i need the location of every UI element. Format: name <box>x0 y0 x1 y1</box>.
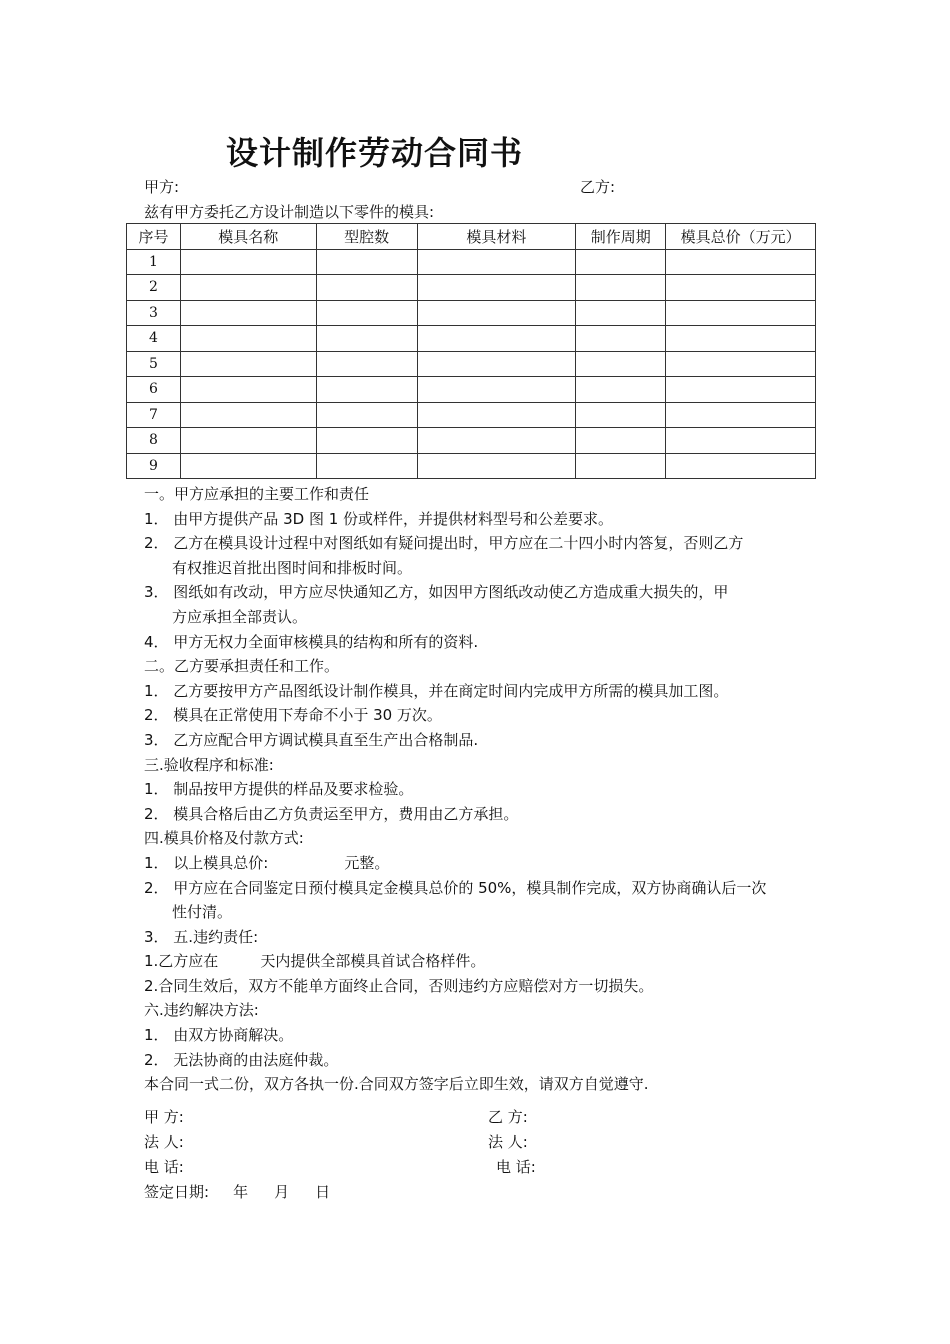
section-3-item-1: 1． 制品按甲方提供的样品及要求检验。 <box>144 780 414 799</box>
cell-total-price <box>666 402 816 428</box>
cell-mold-material <box>417 428 576 454</box>
section-4-title: 四.模具价格及付款方式: <box>144 829 304 848</box>
phone-b: 电 话: <box>496 1158 536 1176</box>
table-row <box>127 275 816 301</box>
cell-mold-material <box>417 249 576 275</box>
party-a-label: 甲方: <box>144 178 180 196</box>
cell-mold-material <box>417 402 576 428</box>
header-mold-name: 模具名称 <box>180 224 316 250</box>
row-index: 9 <box>127 453 181 479</box>
cell-cavity-count <box>316 275 417 301</box>
section-6-item-1: 1． 由双方协商解决。 <box>144 1026 294 1045</box>
cell-total-price <box>666 326 816 352</box>
section-3-title: 三.验收程序和标准: <box>144 755 274 774</box>
cell-production-period <box>576 428 666 454</box>
cell-production-period <box>576 275 666 301</box>
deadline-label: 1.乙方应在 <box>144 952 219 971</box>
row-index: 7 <box>127 402 181 428</box>
section-5-title: 3． 五.违约责任: <box>144 927 259 946</box>
cell-mold-name <box>180 326 316 352</box>
header-mold-material: 模具材料 <box>417 224 576 250</box>
date-month: 月 <box>274 1183 290 1201</box>
contract-body <box>144 482 824 1097</box>
section-2-item-1: 1． 乙方要按甲方产品图纸设计制作模具，并在商定时间内完成甲方所需的模具加工图。 <box>144 681 729 700</box>
row-index: 4 <box>127 326 181 352</box>
legal-rep-a: 法 人: <box>144 1133 184 1151</box>
mold-table <box>126 223 816 479</box>
header-production-period: 制作周期 <box>576 224 666 250</box>
row-index: 6 <box>127 377 181 403</box>
section-1-item-3: 3． 图纸如有改动，甲方应尽快通知乙方，如因甲方图纸改动使乙方造成重大损失的，甲 <box>144 583 729 602</box>
total-price-label: 1． 以上模具总价: <box>144 853 269 872</box>
row-index: 8 <box>127 428 181 454</box>
cell-cavity-count <box>316 402 417 428</box>
row-index: 1 <box>127 249 181 275</box>
section-4-item-1 <box>144 851 824 876</box>
section-2-title: 二。乙方要承担责任和工作。 <box>144 657 340 676</box>
date-day: 日 <box>315 1183 331 1201</box>
cell-cavity-count <box>316 326 417 352</box>
cell-mold-material <box>417 453 576 479</box>
cell-total-price <box>666 377 816 403</box>
cell-production-period <box>576 249 666 275</box>
phone-a: 电 话: <box>144 1158 184 1176</box>
cell-cavity-count <box>316 428 417 454</box>
section-5-item-2: 2.合同生效后，双方不能单方面终止合同，否则违约方应赔偿对方一切损失。 <box>144 976 654 995</box>
document-title: 设计制作劳动合同书 <box>226 134 524 172</box>
cell-production-period <box>576 453 666 479</box>
cell-mold-name <box>180 402 316 428</box>
legal-rep-b: 法 人: <box>488 1133 528 1151</box>
table-row <box>127 351 816 377</box>
section-4-item-2-continued: 性付清。 <box>172 903 233 922</box>
cell-mold-material <box>417 351 576 377</box>
row-index: 5 <box>127 351 181 377</box>
section-1-item-2: 2． 乙方在模具设计过程中对图纸如有疑问提出时，甲方应在二十四小时内答复，否则乙方 <box>144 534 744 553</box>
cell-mold-name <box>180 249 316 275</box>
date-year: 年 <box>233 1183 249 1201</box>
section-6-title: 六.违约解决方法: <box>144 1001 259 1020</box>
signature-party-a: 甲 方: <box>144 1108 184 1126</box>
intro-text: 兹有甲方委托乙方设计制造以下零件的模具: <box>144 203 435 221</box>
closing-statement: 本合同一式二份，双方各执一份.合同双方签字后立即生效，请双方自觉遵守. <box>144 1075 649 1094</box>
cell-cavity-count <box>316 377 417 403</box>
table-header-row <box>127 224 816 250</box>
section-1-item-4: 4． 甲方无权力全面审核模具的结构和所有的资料. <box>144 632 479 651</box>
section-6-item-2: 2． 无法协商的由法庭仲裁。 <box>144 1050 339 1069</box>
cell-total-price <box>666 249 816 275</box>
table-row <box>127 300 816 326</box>
party-b-label: 乙方: <box>580 178 616 196</box>
header-index: 序号 <box>127 224 181 250</box>
section-1-item-2-continued: 有权推迟首批出图时间和排板时间。 <box>172 558 413 577</box>
cell-cavity-count <box>316 351 417 377</box>
header-total-price: 模具总价（万元） <box>666 224 816 250</box>
section-5-item-1 <box>144 949 824 974</box>
cell-total-price <box>666 300 816 326</box>
cell-production-period <box>576 326 666 352</box>
section-2-item-3: 3． 乙方应配合甲方调试模具直至生产出合格制品. <box>144 730 479 749</box>
row-index: 3 <box>127 300 181 326</box>
section-1-item-1: 1． 由甲方提供产品 3D 图 1 份或样件，并提供材料型号和公差要求。 <box>144 509 614 528</box>
cell-total-price <box>666 453 816 479</box>
cell-mold-material <box>417 326 576 352</box>
cell-mold-material <box>417 377 576 403</box>
row-index: 2 <box>127 275 181 301</box>
header-cavity-count: 型腔数 <box>316 224 417 250</box>
cell-mold-name <box>180 453 316 479</box>
total-price-suffix: 元整。 <box>344 853 390 872</box>
signing-date <box>144 1181 330 1202</box>
table-row <box>127 377 816 403</box>
cell-cavity-count <box>316 453 417 479</box>
cell-production-period <box>576 300 666 326</box>
cell-mold-material <box>417 275 576 301</box>
section-1-item-3-continued: 方应承担全部责认。 <box>172 607 308 626</box>
signing-date-label: 签定日期: <box>144 1183 210 1201</box>
cell-mold-name <box>180 300 316 326</box>
cell-mold-material <box>417 300 576 326</box>
cell-production-period <box>576 402 666 428</box>
table-row <box>127 326 816 352</box>
deadline-suffix: 天内提供全部模具首试合格样件。 <box>260 952 486 971</box>
cell-cavity-count <box>316 300 417 326</box>
cell-mold-name <box>180 428 316 454</box>
table-row <box>127 249 816 275</box>
cell-production-period <box>576 351 666 377</box>
section-3-item-2: 2． 模具合格后由乙方负责运至甲方，费用由乙方承担。 <box>144 804 519 823</box>
cell-total-price <box>666 275 816 301</box>
cell-total-price <box>666 428 816 454</box>
cell-mold-name <box>180 377 316 403</box>
cell-mold-name <box>180 275 316 301</box>
cell-mold-name <box>180 351 316 377</box>
table-row <box>127 402 816 428</box>
signature-party-b: 乙 方: <box>488 1108 528 1126</box>
cell-total-price <box>666 351 816 377</box>
cell-cavity-count <box>316 249 417 275</box>
table-row <box>127 428 816 454</box>
section-2-item-2: 2． 模具在正常使用下寿命不小于 30 万次。 <box>144 706 442 725</box>
table-row <box>127 453 816 479</box>
section-4-item-2: 2． 甲方应在合同鉴定日预付模具定金模具总价的 50%，模具制作完成，双方协商确认后一次 <box>144 878 767 897</box>
section-1-title: 一。甲方应承担的主要工作和责任 <box>144 485 370 503</box>
cell-production-period <box>576 377 666 403</box>
